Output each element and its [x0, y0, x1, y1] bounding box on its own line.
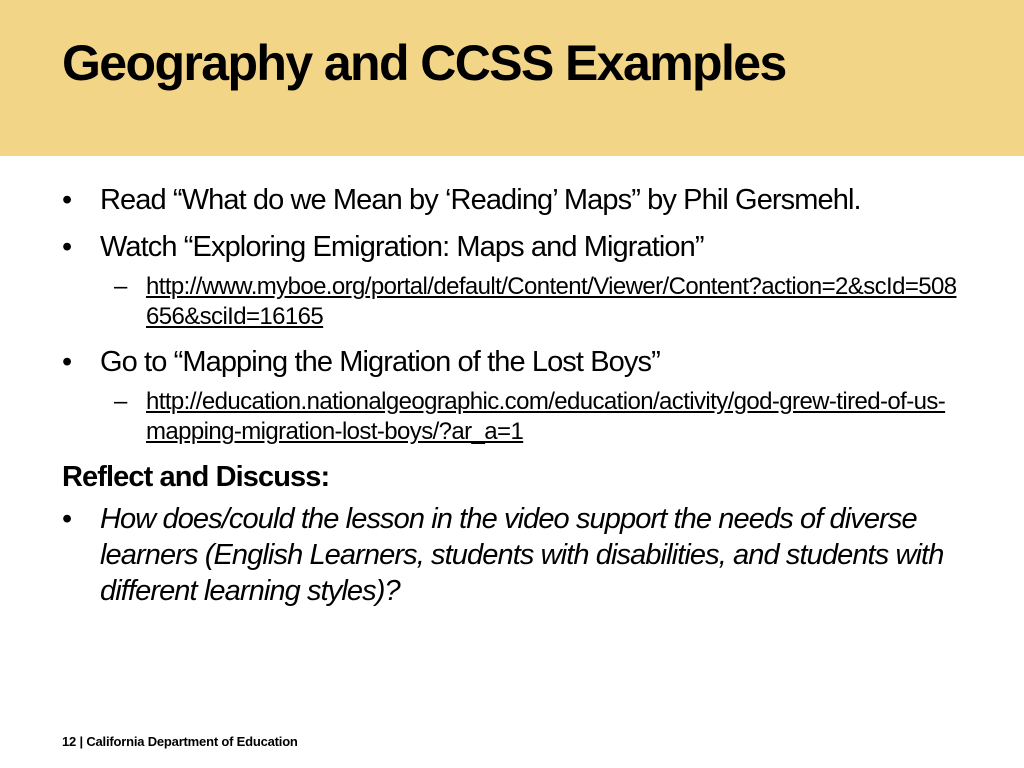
- bullet-mapping-activity: [62, 344, 962, 380]
- bullet-marker: •: [62, 184, 72, 216]
- page-number: 12: [62, 734, 77, 749]
- slide-content: [62, 182, 962, 620]
- dash-marker: –: [114, 273, 127, 300]
- sub-item-natgeo-link: [62, 387, 962, 447]
- bullet-discussion-question: [62, 501, 962, 609]
- bullet-marker: •: [62, 231, 72, 263]
- bullet-watch-video: [62, 229, 962, 265]
- footer-separator: |: [79, 734, 83, 749]
- slide-footer: [62, 734, 298, 749]
- slide-title: Geography and CCSS Examples: [62, 35, 786, 91]
- reflect-heading: Reflect and Discuss:: [62, 461, 330, 493]
- bullet-text: Watch “Exploring Emigration: Maps and Migration”: [100, 231, 704, 263]
- natgeo-activity-link[interactable]: http://education.nationalgeographic.com/education/activity/god-grew-tired-of-us-mapping-migration-lost-boys/?ar_a=1: [146, 388, 946, 445]
- organization-name: California Department of Education: [86, 734, 298, 749]
- bullet-marker: •: [62, 503, 72, 535]
- question-text: How does/could the lesson in the video support the needs of diverse learners (English Learners, students with disabilities, and students with different learning styles)?: [100, 503, 944, 607]
- bullet-text: Read “What do we Mean by ‘Reading’ Maps” by Phil Gersmehl.: [100, 184, 861, 216]
- dash-marker: –: [114, 388, 127, 415]
- bullet-text: Go to “Mapping the Migration of the Lost Boys”: [100, 346, 660, 378]
- bullet-marker: •: [62, 346, 72, 378]
- bullet-read-article: [62, 182, 962, 218]
- myboe-video-link[interactable]: http://www.myboe.org/portal/default/Content/Viewer/Content?action=2&scId=508656&sciId=16165: [146, 273, 957, 330]
- title-banner: [0, 0, 1024, 156]
- sub-item-myboe-link: [62, 272, 962, 332]
